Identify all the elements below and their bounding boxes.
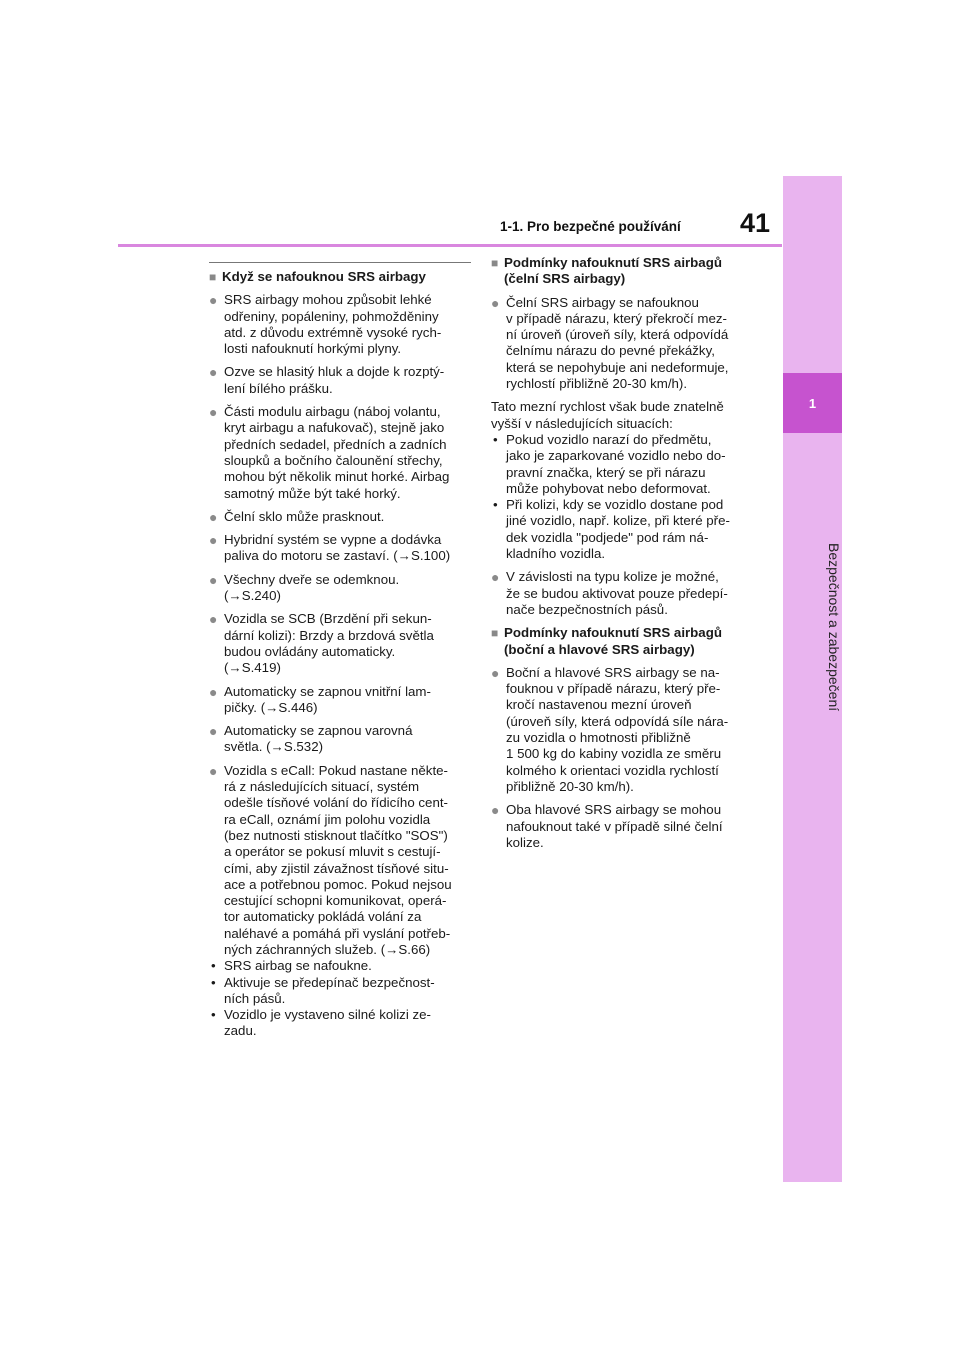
dash-bullet: • bbox=[211, 958, 216, 974]
bullet-icon: ● bbox=[209, 292, 218, 309]
list-item bbox=[491, 295, 757, 393]
section-title: Podmínky nafouknutí SRS airbagů (boční a hlavové SRS airbagy) bbox=[504, 625, 722, 657]
sub-item bbox=[209, 958, 471, 974]
item-text: Vozidla se SCB (Brzdění při sekun- dární kolizi): Brzdy a brzdová světla budou ovládány automaticky. (→S.419) bbox=[224, 611, 434, 676]
list-item bbox=[209, 404, 471, 502]
bullet-icon: ● bbox=[209, 723, 218, 740]
square-bullet-icon: ■ bbox=[491, 256, 499, 270]
item-text: Čelní SRS airbagy se nafouknou v případě nárazu, který překročí mez- ní úroveň (úroveň síly, která odpovídá čelnímu nárazu do pevné překážky, která se nepohybuje ani nedeformuje, rychlostí přibližně 20-30 km/h). bbox=[506, 294, 729, 392]
item-text: Automaticky se zapnou varovná světla. (→S.532) bbox=[224, 723, 413, 755]
list-item bbox=[209, 572, 471, 605]
bullet-icon: ● bbox=[209, 404, 218, 421]
section-rule bbox=[209, 262, 471, 263]
section-heading bbox=[491, 625, 757, 658]
list-item bbox=[209, 763, 471, 959]
bullet-icon: ● bbox=[209, 762, 218, 779]
bullet-icon: ● bbox=[209, 683, 218, 700]
bullet-icon: ● bbox=[209, 611, 218, 628]
sub-item-text: Aktivuje se předepínač bezpečnost- ních pásů. bbox=[224, 974, 435, 1006]
sub-item bbox=[491, 432, 757, 497]
chapter-side-tab bbox=[783, 176, 842, 1182]
sub-item-text: Vozidlo je vystaveno silné kolizi ze- zadu. bbox=[224, 1007, 431, 1039]
item-text: Části modulu airbagu (náboj volantu, kryt airbagu a nafukovač), stejně jako předních sedadel, předních a zadních sloupků a bočního čalounění střechy, mohou být několik minut horké. Airbag samotný může být také horký. bbox=[224, 404, 450, 501]
bullet-icon: ● bbox=[209, 364, 218, 381]
bullet-icon: ● bbox=[491, 569, 500, 586]
list-item bbox=[491, 665, 757, 795]
sub-item-text: Pokud vozidlo narazí do předmětu, jako je zaparkované vozidlo nebo do- pravní značka, který se při nárazu může pohybovat nebo deformovat. bbox=[506, 431, 726, 496]
square-bullet-icon: ■ bbox=[491, 626, 499, 641]
sub-list bbox=[491, 432, 757, 562]
dash-bullet: • bbox=[493, 431, 498, 447]
bullet-icon: ● bbox=[209, 508, 218, 525]
bullet-icon: ● bbox=[491, 802, 500, 819]
item-text: Oba hlavové SRS airbagy se mohou nafouknout také v případě silné čelní kolize. bbox=[506, 802, 723, 850]
bullet-icon: ● bbox=[209, 532, 218, 549]
section-header-title: 1-1. Pro bezpečné používání bbox=[500, 219, 681, 234]
chapter-label: Bezpečnost a zabezpečení bbox=[826, 542, 842, 712]
item-text: Hybridní systém se vypne a dodávka paliva do motoru se zastaví. (→S.100) bbox=[224, 532, 451, 564]
list-item bbox=[491, 569, 757, 618]
list-item bbox=[209, 509, 471, 525]
dash-bullet: • bbox=[211, 1007, 216, 1023]
list-item bbox=[209, 532, 471, 565]
list-item bbox=[209, 684, 471, 717]
item-text: Ozve se hlasitý hluk a dojde k rozptý- lení bílého prášku. bbox=[224, 364, 445, 396]
page-number: 41 bbox=[740, 208, 771, 238]
square-bullet-icon: ■ bbox=[209, 270, 217, 284]
item-text: V závislosti na typu kolize je možné, že se budou aktivovat pouze předepí- nače bezpečnostních pásů. bbox=[506, 569, 728, 617]
item-text: Boční a hlavové SRS airbagy se na- fouknou v případě nárazu, který pře- kročí nastavenou mezní úroveň (úroveň síly, která odpovídá síle nára- zu vozidla o hmotnosti přibližně 1 500 kg do kabiny vozidla ze směru kolmého k orientaci vozidla rychlostí přibližně 20-30 km/h). bbox=[506, 664, 729, 794]
item-text: Automaticky se zapnou vnitřní lam- pičky. (→S.446) bbox=[224, 683, 431, 715]
section-title: Podmínky nafouknutí SRS airbagů (čelní SRS airbagy) bbox=[504, 255, 722, 287]
section-title: Když se nafouknou SRS airbagy bbox=[222, 269, 426, 284]
dash-bullet: • bbox=[493, 497, 498, 513]
list-item bbox=[209, 611, 471, 676]
item-text: Všechny dveře se odemknou. (→S.240) bbox=[224, 571, 400, 604]
header-rule bbox=[118, 244, 782, 247]
bullet-icon: ● bbox=[209, 571, 218, 588]
sub-item bbox=[209, 1007, 471, 1040]
sub-item bbox=[491, 497, 757, 562]
list-item bbox=[209, 364, 471, 397]
right-column bbox=[491, 255, 757, 858]
sub-item-text: SRS airbag se nafoukne. bbox=[224, 958, 372, 974]
bullet-icon: ● bbox=[491, 294, 500, 311]
paragraph: Tato mezní rychlost však bude znatelně vyšší v následujících situacích: bbox=[491, 399, 724, 431]
chapter-number: 1 bbox=[783, 373, 842, 433]
item-text: SRS airbagy mohou způsobit lehké odřeniny, popáleniny, pohmožděniny atd. z důvodu extrémně vysoké rych- losti nafouknutí horkými plyny. bbox=[224, 292, 442, 357]
list-item bbox=[491, 802, 757, 851]
dash-bullet: • bbox=[211, 974, 216, 990]
list-item bbox=[209, 292, 471, 357]
sub-list bbox=[209, 958, 471, 1039]
item-text: Čelní sklo může prasknout. bbox=[224, 508, 385, 524]
left-column bbox=[209, 262, 471, 1047]
bullet-icon: ● bbox=[491, 664, 500, 681]
sub-item bbox=[209, 975, 471, 1008]
list-item bbox=[209, 723, 471, 756]
section-heading bbox=[209, 269, 471, 285]
item-text: Vozidla s eCall: Pokud nastane někte- rá z následujících situací, systém odešle tísňové volání do řídicího cent- ra eCall, oznámí jim polohu vozidla (bez nutnosti stisknout tlačítko "SOS") a operátor se pokusí mluvit s cestují- cími, aby zjistil závažnost tísňové situ- ace a potřebnou pomoc. Pokud nejsou cestující schopni komunikovat, operá- tor automaticky pokládá volání za naléhavé a pomáhá při vyslání potřeb- ných záchranných služeb. (→S.66) bbox=[224, 762, 452, 957]
section-heading bbox=[491, 255, 757, 288]
sub-item-text: Při kolizi, kdy se vozidlo dostane pod jiné vozidlo, např. kolize, při které pře- dek vozidla "podjede" pod rám ná- kladního vozidla. bbox=[506, 497, 730, 562]
